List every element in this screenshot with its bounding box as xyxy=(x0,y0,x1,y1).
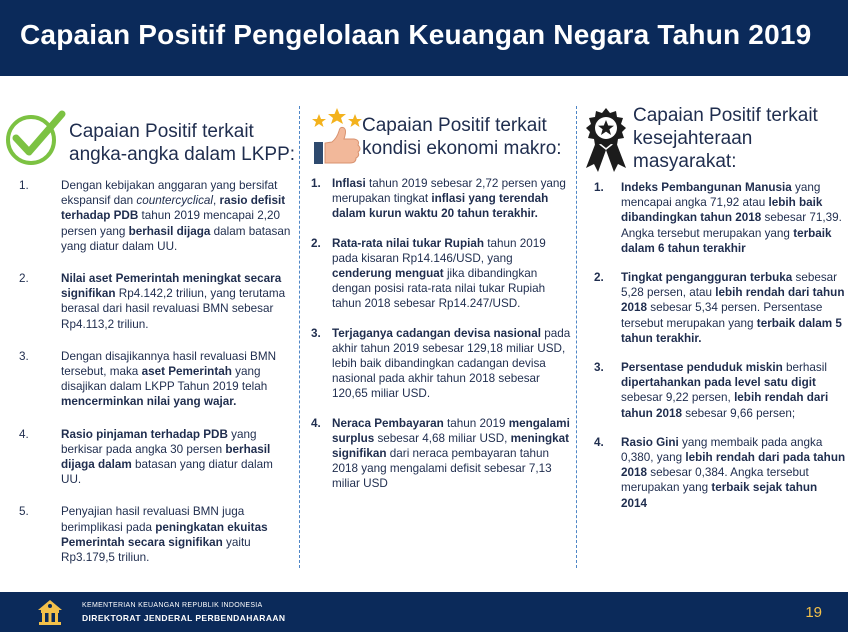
column-ekonomi-makro xyxy=(304,100,574,491)
org-name-ministry: KEMENTERIAN KEUANGAN REPUBLIK INDONESIA xyxy=(82,602,263,609)
column-header xyxy=(580,100,848,176)
heading-line: masyarakat: xyxy=(633,151,737,172)
item-text: Rasio pinjaman terhadap PDB yang berkisar pada angka 30 persen berhasil dijaga dalam batasan yang diatur dalam UU. xyxy=(61,427,273,487)
list-item xyxy=(304,236,572,312)
column-heading xyxy=(69,120,295,166)
item-number: 2. xyxy=(594,271,604,285)
heading-line: angka-angka dalam LKPP: xyxy=(69,144,296,165)
kemenkeu-logo-icon xyxy=(34,596,66,628)
item-number: 3. xyxy=(19,349,29,363)
column-divider xyxy=(576,106,577,568)
heading-line: Capaian Positif terkait xyxy=(69,121,254,142)
item-text: Nilai aset Pemerintah meningkat secara signifikan Rp4.142,2 triliun, yang terutama berasal dari hasil revaluasi BMN sebesar Rp4.113,2 triliun. xyxy=(61,272,286,331)
list-item xyxy=(304,416,572,492)
heading-line: Capaian Positif terkait xyxy=(362,115,547,136)
heading-line: kesejahteraan xyxy=(633,128,753,149)
list-item xyxy=(0,504,294,565)
list-item xyxy=(0,271,294,332)
list-item xyxy=(580,270,846,346)
checkmark-icon xyxy=(4,108,66,166)
item-text: Dengan kebijakan anggaran yang bersifat ekspansif dan countercyclical, rasio defisit terhadap PDB tahun 2019 mencapai 2,20 persen yang berhasil dijaga dalam batasan yang diatur dalam UU. xyxy=(61,179,291,253)
column-heading xyxy=(362,114,562,160)
award-ribbon-icon xyxy=(582,106,630,174)
column-header xyxy=(0,100,296,176)
org-name-directorate: DIREKTORAT JENDERAL PERBENDAHARAAN xyxy=(82,613,286,623)
item-text: Neraca Pembayaran tahun 2019 mengalami surplus sebesar 4,68 miliar USD, meningkat signifikan dari neraca pembayaran tahun 2018 yang mengalami defisit sebesar 7,13 miliar USD xyxy=(332,416,570,491)
item-number: 2. xyxy=(311,236,321,250)
list-item xyxy=(580,180,846,256)
item-text: Penyajian hasil revaluasi BMN juga berimplikasi pada peningkatan ekuitas Pemerintah secara signifikan yaitu Rp3.179,5 triliun. xyxy=(61,505,268,565)
list-item xyxy=(304,326,572,402)
item-list xyxy=(304,176,572,506)
list-item xyxy=(0,349,294,410)
column-header xyxy=(304,100,574,176)
item-number: 1. xyxy=(594,181,604,194)
item-number: 3. xyxy=(594,361,604,375)
column-heading xyxy=(633,104,818,173)
item-number: 2. xyxy=(19,272,29,286)
list-item xyxy=(580,435,846,511)
item-text: Tingkat pengangguran terbuka sebesar 5,28 persen, atau lebih rendah dari tahun 2018 sebesar 5,34 persen. Persentase tersebut merupakan yang terbaik dalam 5 tahun terakhir. xyxy=(621,271,845,345)
column-divider xyxy=(299,106,300,568)
item-text: Persentase penduduk miskin berhasil dipertahankan pada level satu digit sebesar 9,22 persen, lebih rendah dari tahun 2018 sebesar 9,66 persen; xyxy=(621,361,829,420)
item-list xyxy=(580,180,846,525)
item-number: 4. xyxy=(311,416,321,430)
item-number: 3. xyxy=(311,326,321,340)
list-item xyxy=(580,360,846,421)
item-number: 5. xyxy=(19,505,29,519)
item-text: Rata-rata nilai tukar Rupiah tahun 2019 pada kisaran Rp14.146/USD, yang cenderung menguat jika dibandingkan dengan posisi rata-rata nilai tukar Rupiah tahun 2018 sebesar Rp14.247/USD. xyxy=(332,236,546,311)
item-text: Indeks Pembangunan Manusia yang mencapai angka 71,92 atau lebih baik dibandingkan tahun 2018 sebesar 71,39. Angka tersebut merupakan yang terbaik dalam 6 tahun terakhir xyxy=(621,181,842,255)
stars-thumbs-up-icon xyxy=(310,108,364,166)
list-item xyxy=(0,178,294,254)
list-item xyxy=(0,427,294,488)
heading-line: Capaian Positif terkait xyxy=(633,105,818,126)
page-title: Capaian Positif Pengelolaan Keuangan Negara Tahun 2019 xyxy=(20,19,812,50)
item-text: Rasio Gini yang membaik pada angka 0,380, yang lebih rendah dari pada tahun 2018 sebesar 0,384. Angka tersebut merupakan yang terbaik sejak tahun 2014 xyxy=(621,435,846,510)
list-item xyxy=(304,176,572,222)
item-text: Terjaganya cadangan devisa nasional pada akhir tahun 2019 sebesar 129,18 miliar USD, lebih baik dibandingkan cadangan devisa nasional pada akhir tahun 2018 sebesar 120,65 miliar USD. xyxy=(332,326,571,401)
footer xyxy=(0,592,848,632)
item-number: 1. xyxy=(311,177,321,190)
heading-line: kondisi ekonomi makro: xyxy=(362,138,562,159)
item-list xyxy=(0,178,294,582)
column-kesejahteraan xyxy=(580,100,848,510)
item-text: Dengan disajikannya hasil revaluasi BMN tersebut, maka aset Pemerintah yang disajikan dalam LKPP Tahun 2019 telah mencerminkan nilai yang wajar. xyxy=(61,349,277,409)
item-number: 4. xyxy=(594,435,604,449)
item-number: 4. xyxy=(19,427,29,441)
column-lkpp xyxy=(0,100,296,565)
page-number: 19 xyxy=(805,604,822,621)
item-number: 1. xyxy=(19,179,29,192)
item-text: Inflasi tahun 2019 sebesar 2,72 persen yang merupakan tingkat inflasi yang terendah dalam kurun waktu 20 tahun terakhir. xyxy=(332,177,566,221)
title-bar xyxy=(0,0,848,76)
